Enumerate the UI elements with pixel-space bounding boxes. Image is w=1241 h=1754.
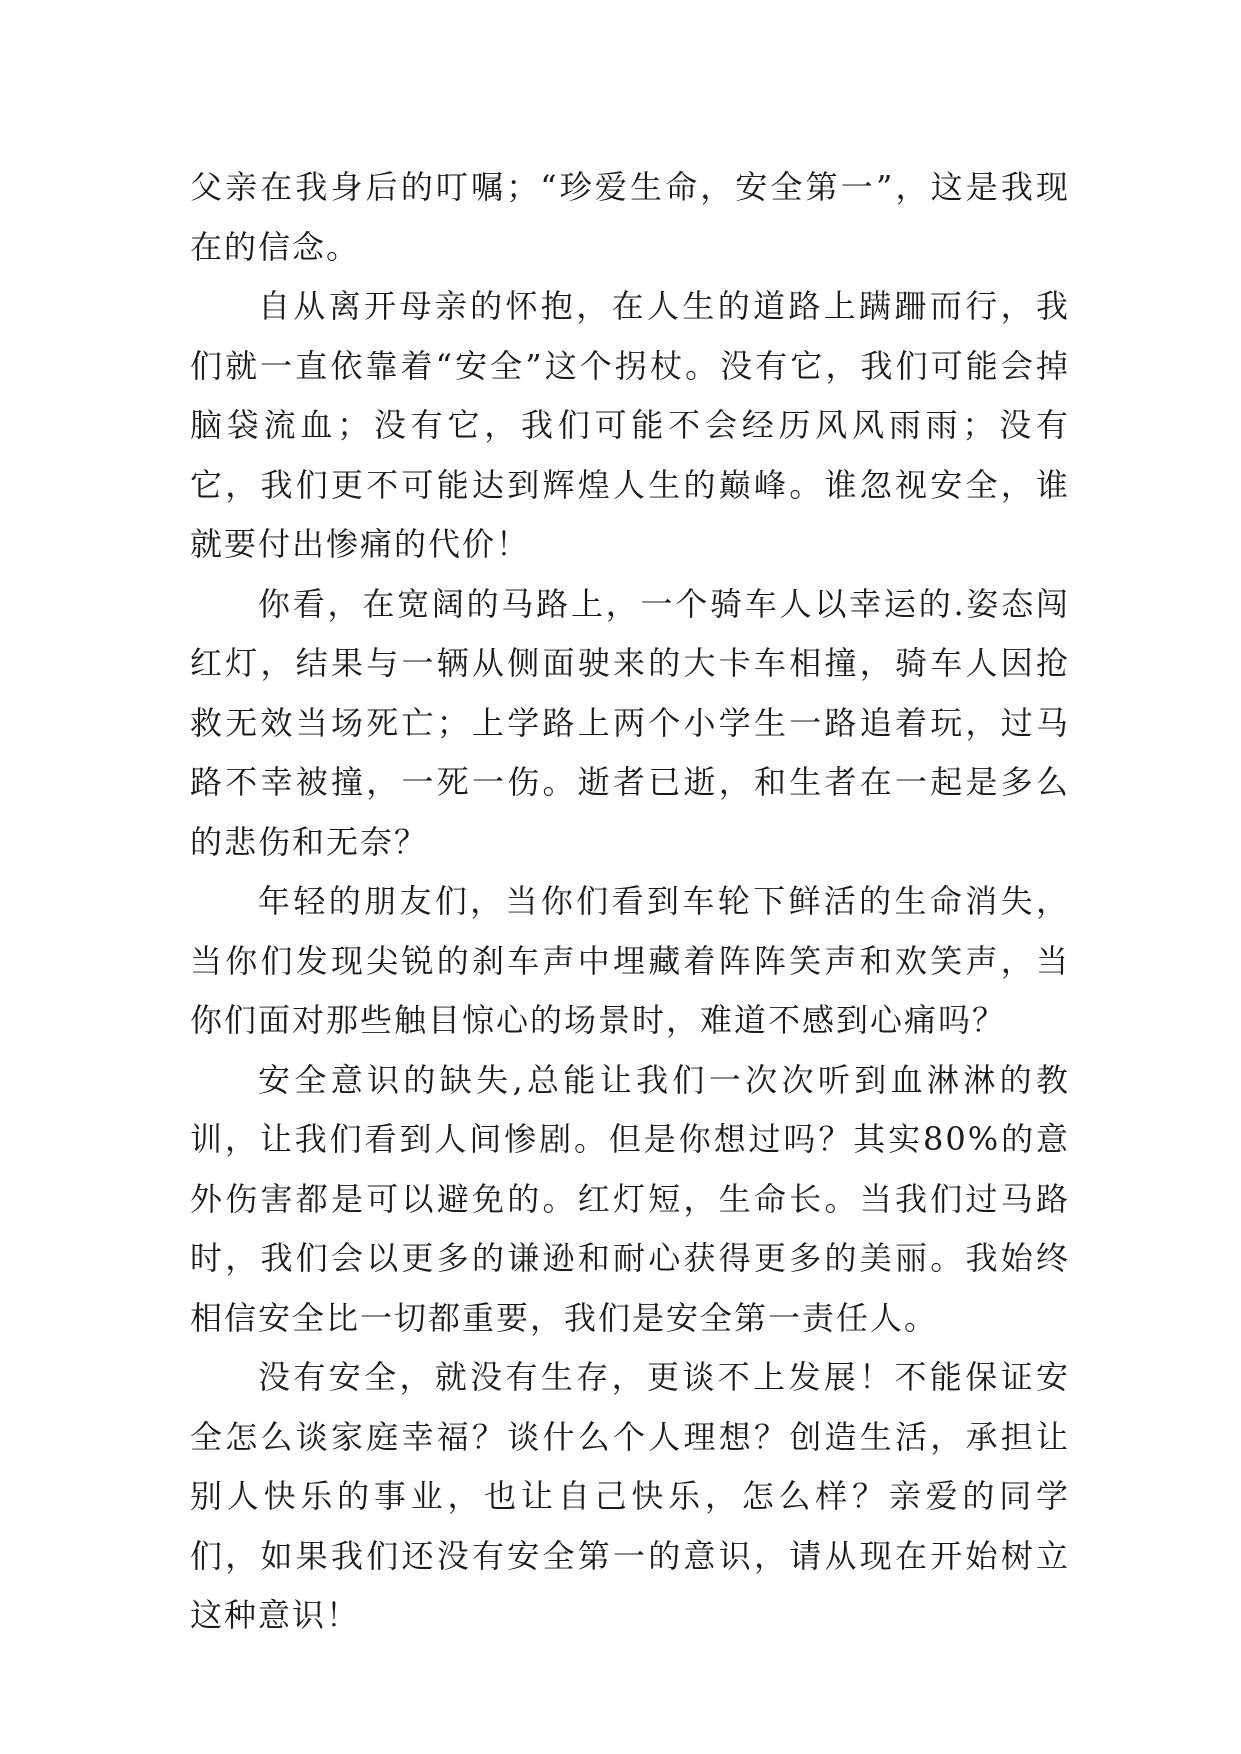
paragraph: 安全意识的缺失,总能让我们一次次听到血淋淋的教训，让我们看到人间惨剧。但是你想过吗？其实80%的意外伤害都是可以避免的。红灯短，生命长。当我们过马路时，我们会以更多的谦逊和耐心获得更多的美丽。我始终相信安全比一切都重要，我们是安全第一责任人。 — [190, 1060, 1070, 1337]
paragraph: 没有安全，就没有生存，更谈不上发展！不能保证安全怎么谈家庭幸福？谈什么个人理想？创造生活，承担让别人快乐的事业，也让自己快乐，怎么样？亲爱的同学们，如果我们还没有安全第一的意识，请从现在开始树立这种意识！ — [190, 1358, 1070, 1634]
paragraph: 年轻的朋友们，当你们看到车轮下鲜活的生命消失，当你们发现尖锐的刹车声中埋藏着阵阵笑声和欢笑声，当你们面对那些触目惊心的场景时，难道不感到心痛吗？ — [190, 882, 1070, 1039]
document-body — [190, 158, 1070, 1646]
paragraph: 自从离开母亲的怀抱，在人生的道路上蹒跚而行，我们就一直依靠着“安全”这个拐杖。没有它，我们可能会掉脑袋流血；没有它，我们可能不会经历风风雨雨；没有它，我们更不可能达到辉煌人生的巅峰。谁忽视安全，谁就要付出惨痛的代价！ — [190, 287, 1070, 563]
paragraph: 你看，在宽阔的马路上，一个骑车人以幸运的.姿态闯红灯，结果与一辆从侧面驶来的大卡车相撞，骑车人因抢救无效当场死亡；上学路上两个小学生一路追着玩，过马路不幸被撞，一死一伤。逝者已逝，和生者在一起是多么的悲伤和无奈？ — [190, 584, 1070, 861]
paragraph-continuation: 父亲在我身后的叮嘱；“珍爱生命，安全第一”，这是我现在的信念。 — [190, 168, 1070, 266]
